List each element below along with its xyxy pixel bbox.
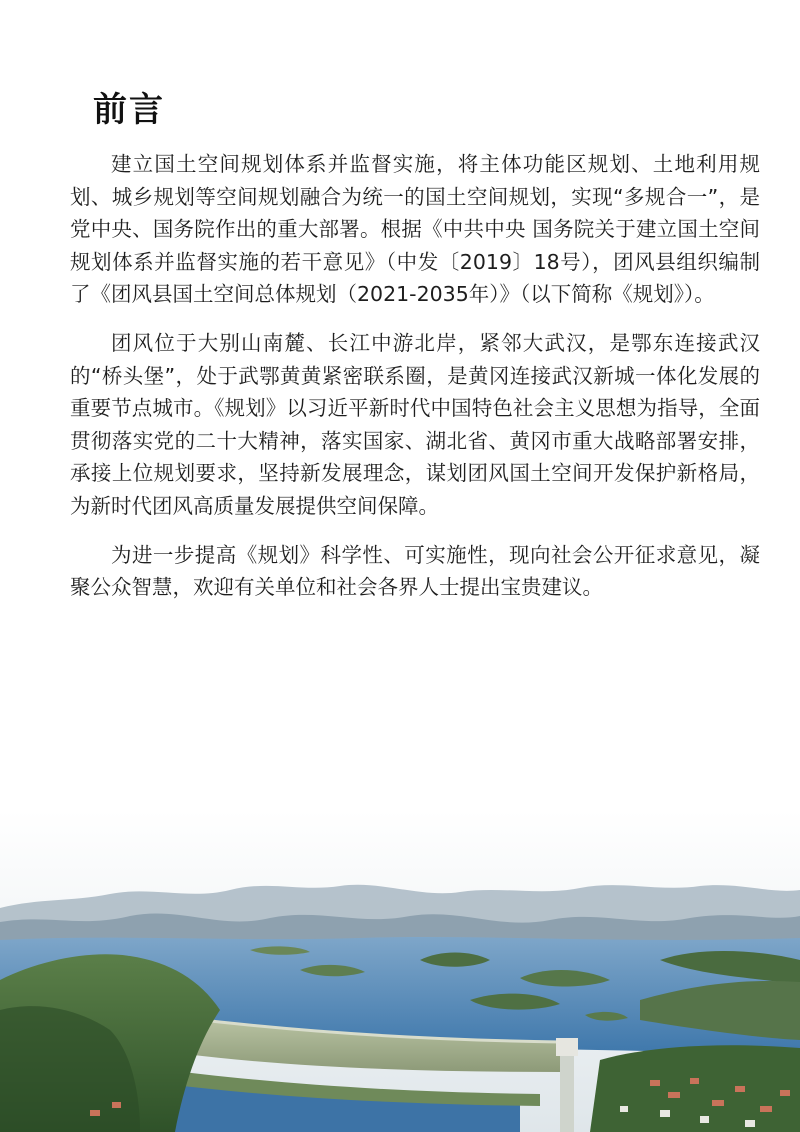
paragraph-1: 建立国土空间规划体系并监督实施，将主体功能区规划、土地利用规划、城乡规划等空间规划融合为统一的国土空间规划，实现“多规合一”，是党中央、国务院作出的重大部署。根据《中共中央 国务院关于建立国土空间规划体系并监督实施的若干意见》（中发〔2019〕18号），团风县组织编制了《团风县国土空间总体规划（2021-2035年）》（以下简称《规划》）。 [70,152,760,307]
spillway-tower [556,1038,578,1056]
reservoir-landscape-photo [0,810,800,1132]
preface-body [70,148,760,604]
paragraph-2: 团风位于大别山南麓、长江中游北岸，紧邻大武汉，是鄂东连接武汉的“桥头堡”，处于武鄂黄黄紧密联系圈，是黄冈连接武汉新城一体化发展的重要节点城市。《规划》以习近平新时代中国特色社会主义思想为指导，全面贯彻落实党的二十大精神，落实国家、湖北省、黄冈市重大战略部署安排，承接上位规划要求，坚持新发展理念，谋划团风国土空间开发保护新格局，为新时代团风高质量发展提供空间保障。 [70,330,760,518]
spillway [560,1056,574,1132]
page-title: 前言 [93,90,165,130]
right-forest [590,1045,800,1132]
paragraph-3: 为进一步提高《规划》科学性、可实施性，现向社会公开征求意见，凝聚公众智慧，欢迎有关单位和社会各界人士提出宝贵建议。 [70,542,760,600]
